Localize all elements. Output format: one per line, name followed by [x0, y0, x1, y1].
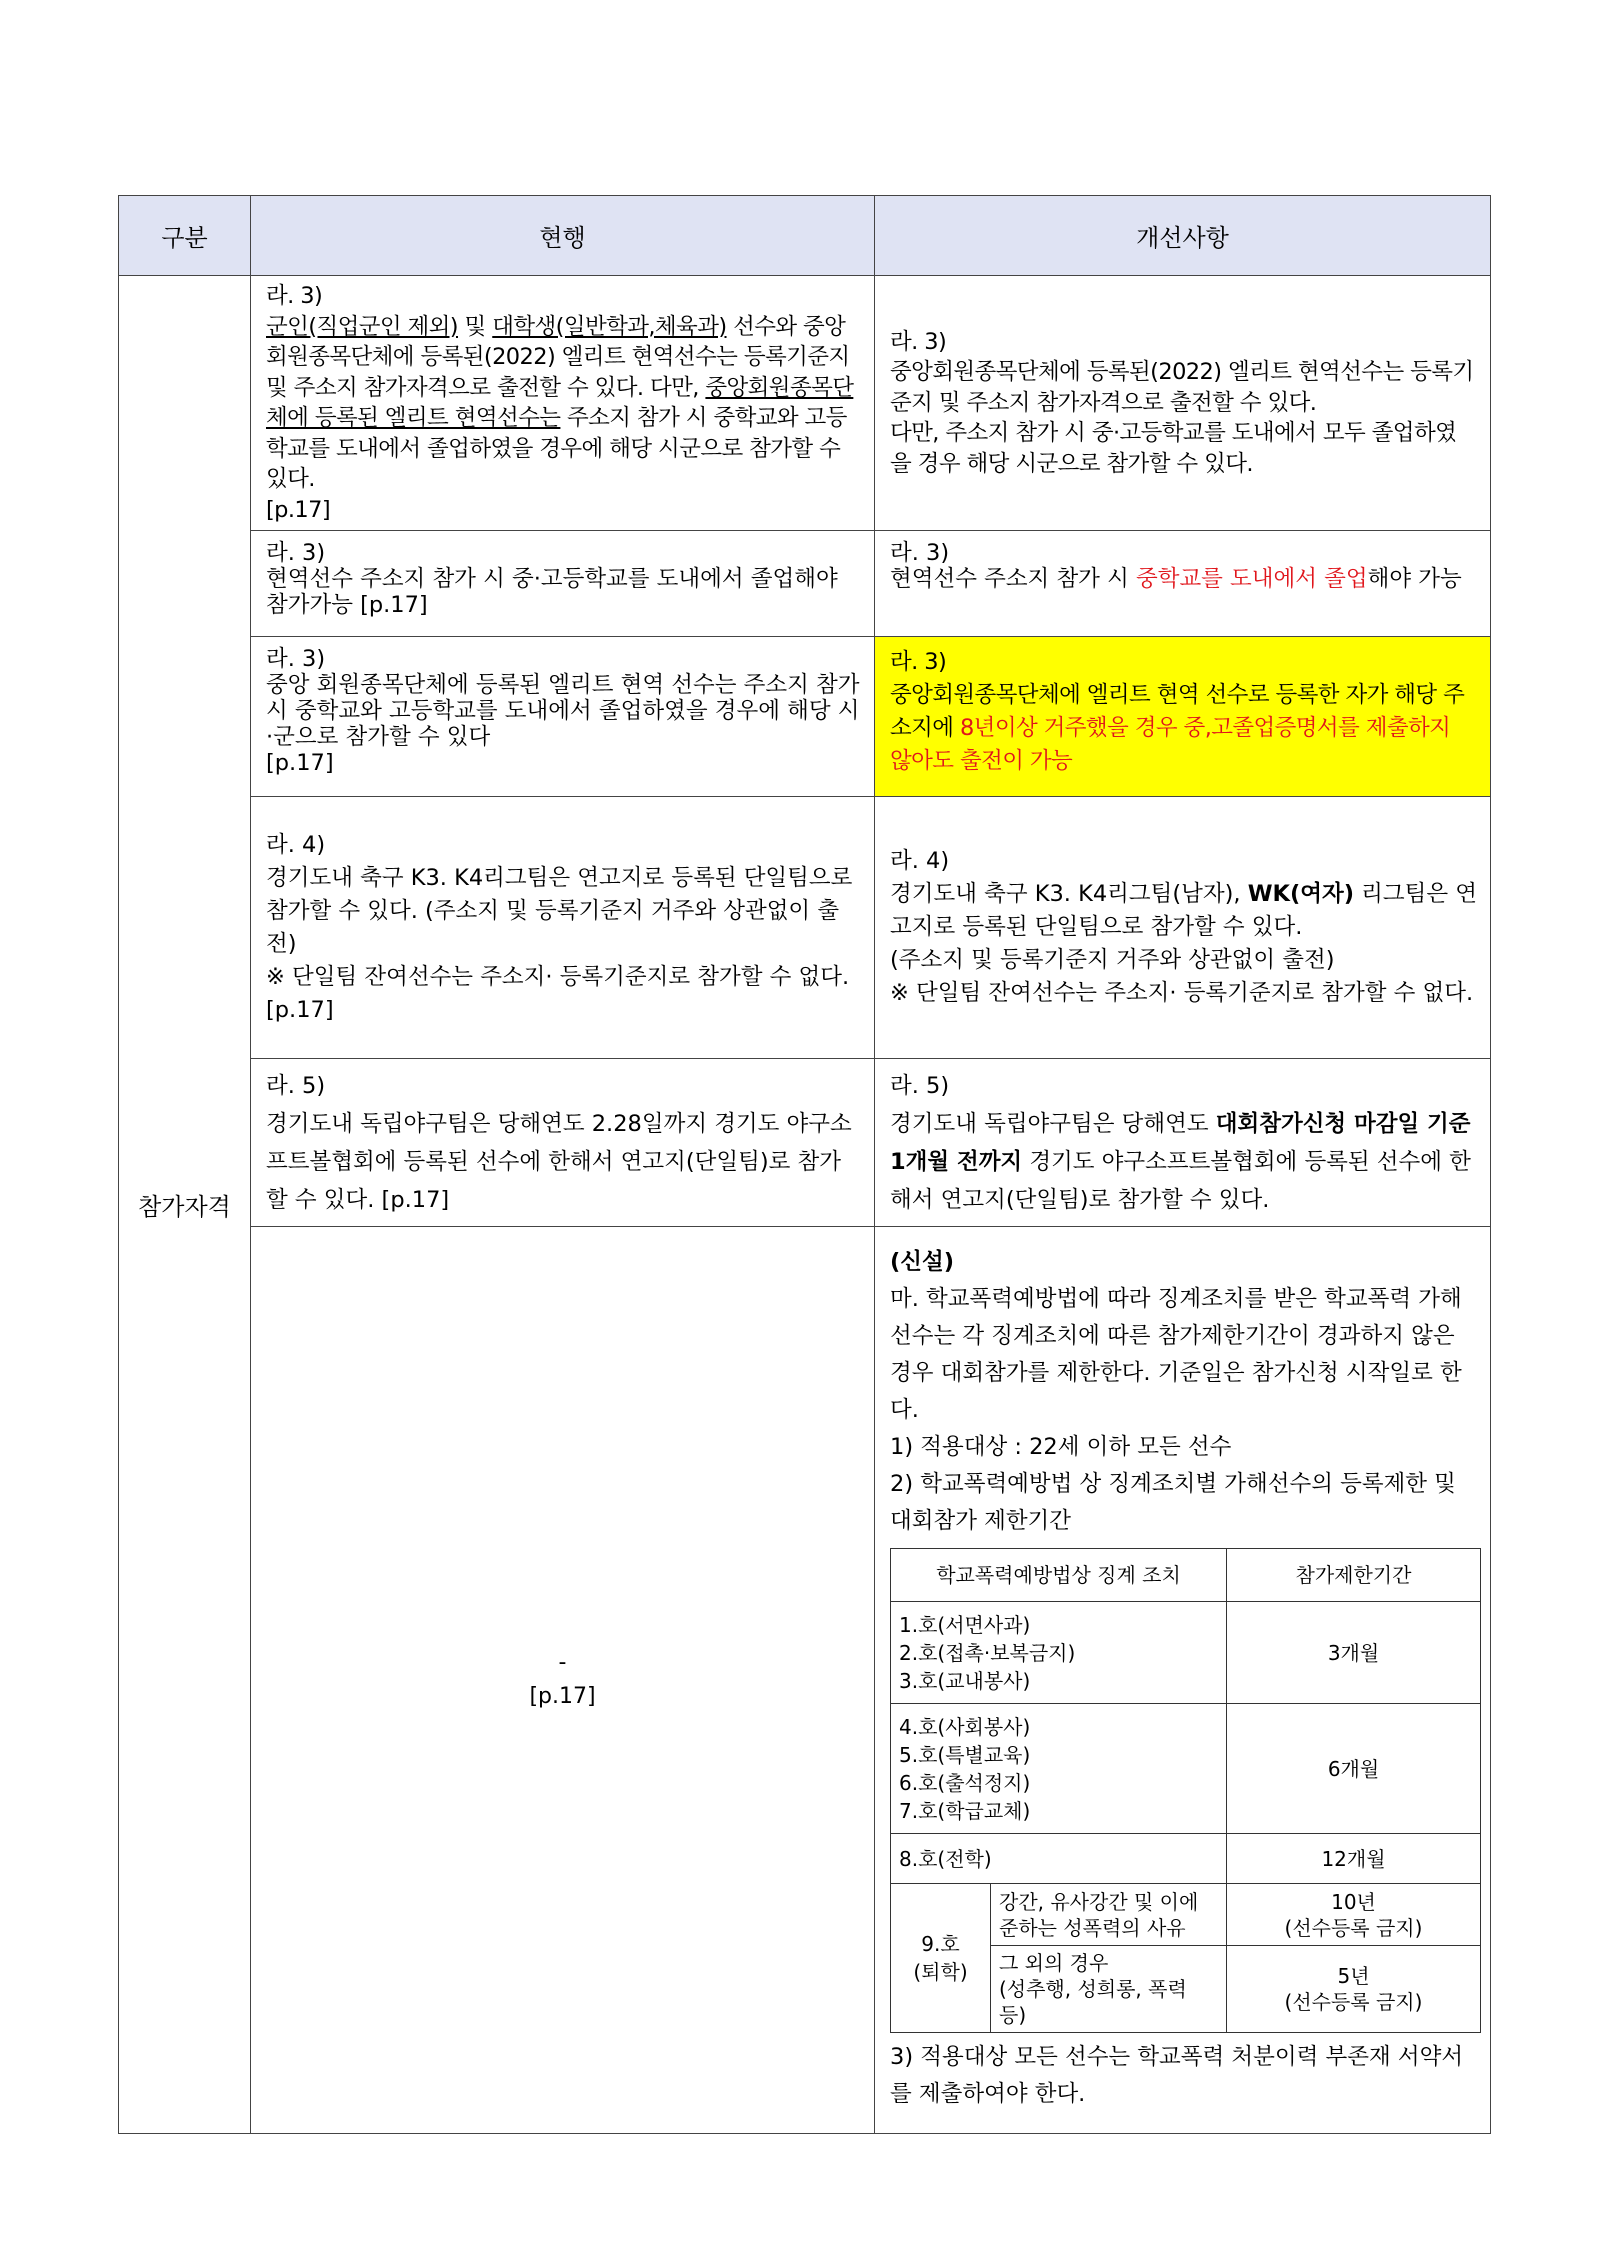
improved-cell-highlighted [875, 637, 1491, 797]
category-cell: 참가자격 [119, 276, 251, 2134]
penalty-table [890, 1548, 1481, 2033]
current-cell [251, 637, 875, 797]
penalty-period: 5년 (선수등록 금지) [1227, 1946, 1481, 2033]
clause-number: 라. 3) [890, 328, 947, 355]
page-reference: [p.17] [266, 750, 334, 776]
penalty-measures: 4.호(사회봉사) 5.호(특별교육) 6.호(출석정지) 7.호(학급교체) [891, 1704, 1227, 1834]
current-cell [251, 797, 875, 1059]
current-cell [251, 1059, 875, 1227]
penalty-period: 12개월 [1227, 1834, 1481, 1884]
clause-text: 중앙 회원종목단체에 등록된 엘리트 현역 선수는 주소지 참가시 중학교와 고등학교를 도내에서 졸업하였을 경우에 해당 시·군으로 참가할 수 있다 [266, 672, 860, 750]
comparison-table [118, 195, 1491, 2134]
clause-number: 라. 4) [890, 848, 950, 874]
penalty-measure-expulsion: 9.호 (퇴학) [891, 1884, 991, 2033]
page-reference: [p.17] [266, 496, 331, 523]
table-row [119, 797, 1491, 1059]
clause-number: 라. 3) [266, 540, 326, 566]
improved-cell [875, 797, 1491, 1059]
penalty-period: 10년 (선수등록 금지) [1227, 1884, 1481, 1946]
clause-number: 라. 3) [266, 283, 323, 309]
current-cell [251, 276, 875, 531]
clause-text: 현역선수 주소지 참가 시 중·고등학교를 도내에서 졸업해야 참가가능 [p.17] [266, 566, 838, 618]
clause-text: 경기도내 축구 K3. K4리그팀은 연고지로 등록된 단일팀으로 참가할 수 있다. (주소지 및 등록기준지 거주와 상관없이 출전) [266, 864, 853, 957]
clause-text: 경기도내 축구 K3. K4리그팀(남자), WK(여자) 리그팀은 연고지로 등록된 단일팀으로 참가할 수 있다. [890, 881, 1477, 940]
clause-number: 라. 5) [266, 1072, 326, 1099]
clause-text: 마. 학교폭력예방법에 따라 징계조치를 받은 학교폭력 가해선수는 각 징계조치에 따른 참가제한기간이 경과하지 않은 경우 대회참가를 제한한다. 기준일은 참가신청 시작일로 한다. [890, 1286, 1462, 1423]
improved-cell [875, 531, 1491, 637]
improved-cell [875, 1059, 1491, 1227]
clause-note: ※ 단일팀 잔여선수는 주소지· 등록기준지로 참가할 수 없다. [p.17] [266, 963, 850, 1023]
improved-cell [875, 1227, 1491, 2134]
penalty-row [891, 1884, 1481, 1946]
clause-text: 경기도내 독립야구팀은 당해연도 2.28일까지 경기도 야구소프트볼협회에 등록된 선수에 한해서 연고지(단일팀)로 참가할 수 있다. [p.17] [266, 1110, 852, 1213]
header-current: 현행 [251, 196, 875, 276]
penalty-row [891, 1602, 1481, 1704]
penalty-measures: 8.호(전학) [891, 1834, 1227, 1884]
clause-text: 중앙회원종목단체에 등록된(2022) 엘리트 현역선수는 등록기준지 및 주소지 참가자격으로 출전할 수 있다. [890, 359, 1474, 416]
header-category: 구분 [119, 196, 251, 276]
clause-note: ※ 단일팀 잔여선수는 주소지· 등록기준지로 참가할 수 없다. [890, 980, 1474, 1006]
penalty-row [891, 1834, 1481, 1884]
clause-text: (주소지 및 등록기준지 거주와 상관없이 출전) [890, 947, 1335, 973]
table-row [119, 531, 1491, 637]
page-reference: [p.17] [529, 1684, 596, 1709]
penalty-reason: 강간, 유사강간 및 이에 준하는 성폭력의 사유 [991, 1884, 1227, 1946]
clause-text: 군인(직업군인 제외) 및 대학생(일반학과,체육과) 선수와 중앙회원종목단체에 등록된(2022) 엘리트 현역선수는 등록기준지 및 주소지 참가자격으로 출전할 수 있다. 다만, 중앙회원종목단체에 등록된 엘리트 현역선수는 주소지 참가 시 중학교와 고등학교를 도내에서 졸업하였을 경우에 해당 시군으로 참가할 수 있다. [266, 313, 854, 492]
clause-text: 경기도내 독립야구팀은 당해연도 대회참가신청 마감일 기준 1개월 전까지 경기도 야구소프트볼협회에 등록된 선수에 한해서 연고지(단일팀)로 참가할 수 있다. [890, 1110, 1471, 1213]
new-label: (신설) [890, 1249, 955, 1275]
clause-number: 라. 4) [266, 831, 326, 858]
penalty-period: 3개월 [1227, 1602, 1481, 1704]
table-row [119, 1059, 1491, 1227]
header-row [119, 196, 1491, 276]
clause-text: 다만, 주소지 참가 시 중·고등학교를 도내에서 모두 졸업하였을 경우 해당 시군으로 참가할 수 있다. [890, 420, 1457, 477]
penalty-header-measure: 학교폭력예방법상 징계 조치 [891, 1549, 1227, 1602]
current-cell [251, 1227, 875, 2134]
header-improved: 개선사항 [875, 196, 1491, 276]
clause-number: 라. 5) [890, 1072, 950, 1099]
table-row [119, 276, 1491, 531]
clause-item: 1) 적용대상 : 22세 이하 모든 선수 [890, 1434, 1232, 1460]
clause-text: 현역선수 주소지 참가 시 중학교를 도내에서 졸업해야 가능 [890, 566, 1462, 592]
table-row [119, 637, 1491, 797]
penalty-table-header [891, 1549, 1481, 1602]
clause-item: 3) 적용대상 모든 선수는 학교폭력 처분이력 부존재 서약서를 제출하여야 한다. [890, 2044, 1464, 2107]
clause-item: 2) 학교폭력예방법 상 징계조치별 가해선수의 등록제한 및 대회참가 제한기간 [890, 1471, 1456, 1534]
clause-number: 라. 3) [266, 646, 326, 672]
table-row [119, 1227, 1491, 2134]
clause-text: 중앙회원종목단체에 엘리트 현역 선수로 등록한 자가 해당 주소지에 8년이상 거주했을 경우 중,고졸업증명서를 제출하지 않아도 출전이 가능 [890, 682, 1465, 774]
clause-number: 라. 3) [890, 540, 950, 566]
penalty-measures: 1.호(서면사과) 2.호(접촉·보복금지) 3.호(교내봉사) [891, 1602, 1227, 1704]
penalty-period: 6개월 [1227, 1704, 1481, 1834]
penalty-row [891, 1704, 1481, 1834]
improved-cell [875, 276, 1491, 531]
penalty-header-period: 참가제한기간 [1227, 1549, 1481, 1602]
penalty-reason: 그 외의 경우 (성추행, 성희롱, 폭력 등) [991, 1946, 1227, 2033]
clause-number: 라. 3) [890, 649, 947, 675]
empty-marker: - [558, 1650, 567, 1675]
current-cell [251, 531, 875, 637]
